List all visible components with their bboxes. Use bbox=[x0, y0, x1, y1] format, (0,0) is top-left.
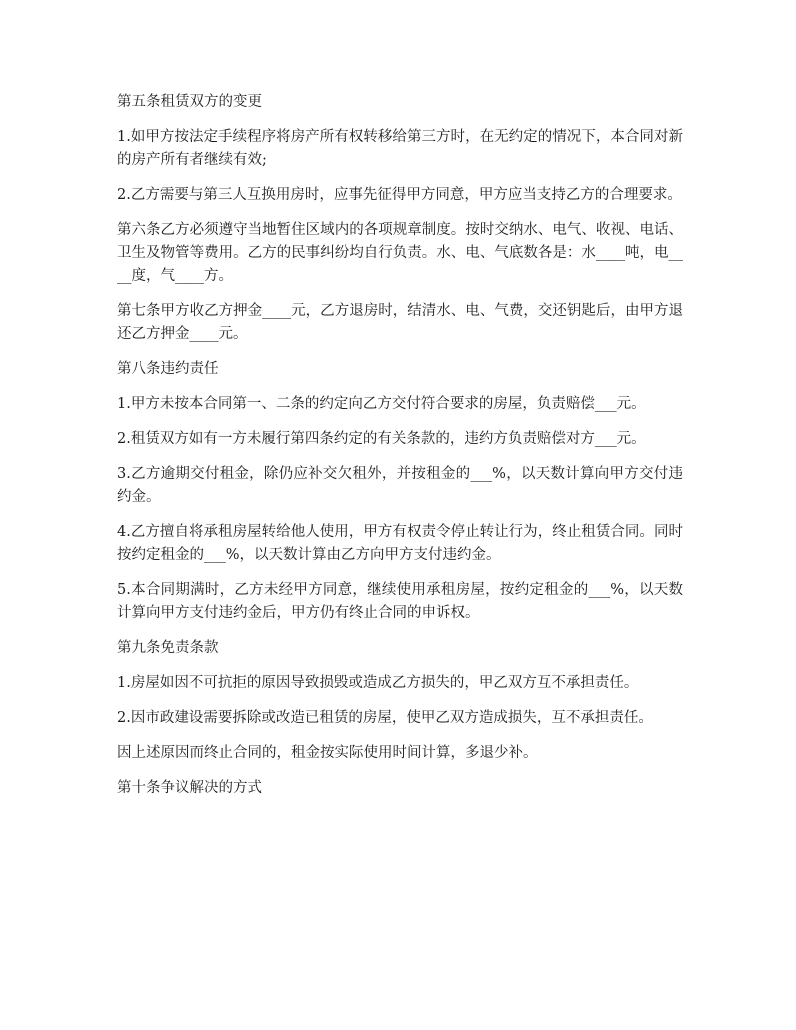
article-5-clause-2: 2.乙方需要与第三人互换用房时，应事先征得甲方同意，甲方应当支持乙方的合理要求。 bbox=[117, 187, 682, 203]
section-heading-article-5: 第五条租赁双方的变更 bbox=[117, 94, 262, 110]
section-heading-article-9: 第九条免责条款 bbox=[117, 640, 219, 656]
article-6-paragraph: 第六条乙方必须遵守当地暂住区域内的各项规章制度。按时交纳水、电气、收视、电话、卫生及物管等费用。乙方的民事纠纷均自行负责。水、电、气底数各是：水____吨，电____度，气____方。 bbox=[117, 222, 683, 284]
article-8-clause-1: 1.甲方未按本合同第一、二条的约定向乙方交付符合要求的房屋，负责赔偿___元。 bbox=[117, 396, 646, 412]
article-9-clause-2: 2.因市政建设需要拆除或改造已租赁的房屋，使甲乙双方造成损失，互不承担责任。 bbox=[117, 710, 653, 726]
article-7-paragraph: 第七条甲方收乙方押金____元，乙方退房时，结清水、电、气费，交还钥匙后，由甲方退还乙方押金____元。 bbox=[117, 303, 683, 342]
article-9-clause-1: 1.房屋如因不可抗拒的原因导致损毁或造成乙方损失的，甲乙双方互不承担责任。 bbox=[117, 675, 639, 691]
article-8-clause-3: 3.乙方逾期交付租金，除仍应补交欠租外，并按租金的___%，以天数计算向甲方交付违约金。 bbox=[117, 466, 683, 505]
article-8-clause-4: 4.乙方擅自将承租房屋转给他人使用，甲方有权责令停止转让行为，终止租赁合同。同时按约定租金的___%，以天数计算由乙方向甲方支付违约金。 bbox=[117, 524, 683, 563]
article-8-clause-5: 5.本合同期满时，乙方未经甲方同意，继续使用承租房屋，按约定租金的___%，以天数计算向甲方支付违约金后，甲方仍有终止合同的申诉权。 bbox=[117, 582, 683, 621]
article-8-clause-2: 2.租赁双方如有一方未履行第四条约定的有关条款的，违约方负责赔偿对方___元。 bbox=[117, 431, 646, 447]
article-5-clause-1: 1.如甲方按法定手续程序将房产所有权转移给第三方时，在无约定的情况下，本合同对新的房产所有者继续有效; bbox=[117, 129, 683, 168]
document-body bbox=[117, 91, 683, 812]
section-heading-article-10: 第十条争议解决的方式 bbox=[117, 780, 262, 796]
article-9-note: 因上述原因而终止合同的，租金按实际使用时间计算，多退少补。 bbox=[117, 745, 538, 761]
section-heading-article-8: 第八条违约责任 bbox=[117, 361, 219, 377]
